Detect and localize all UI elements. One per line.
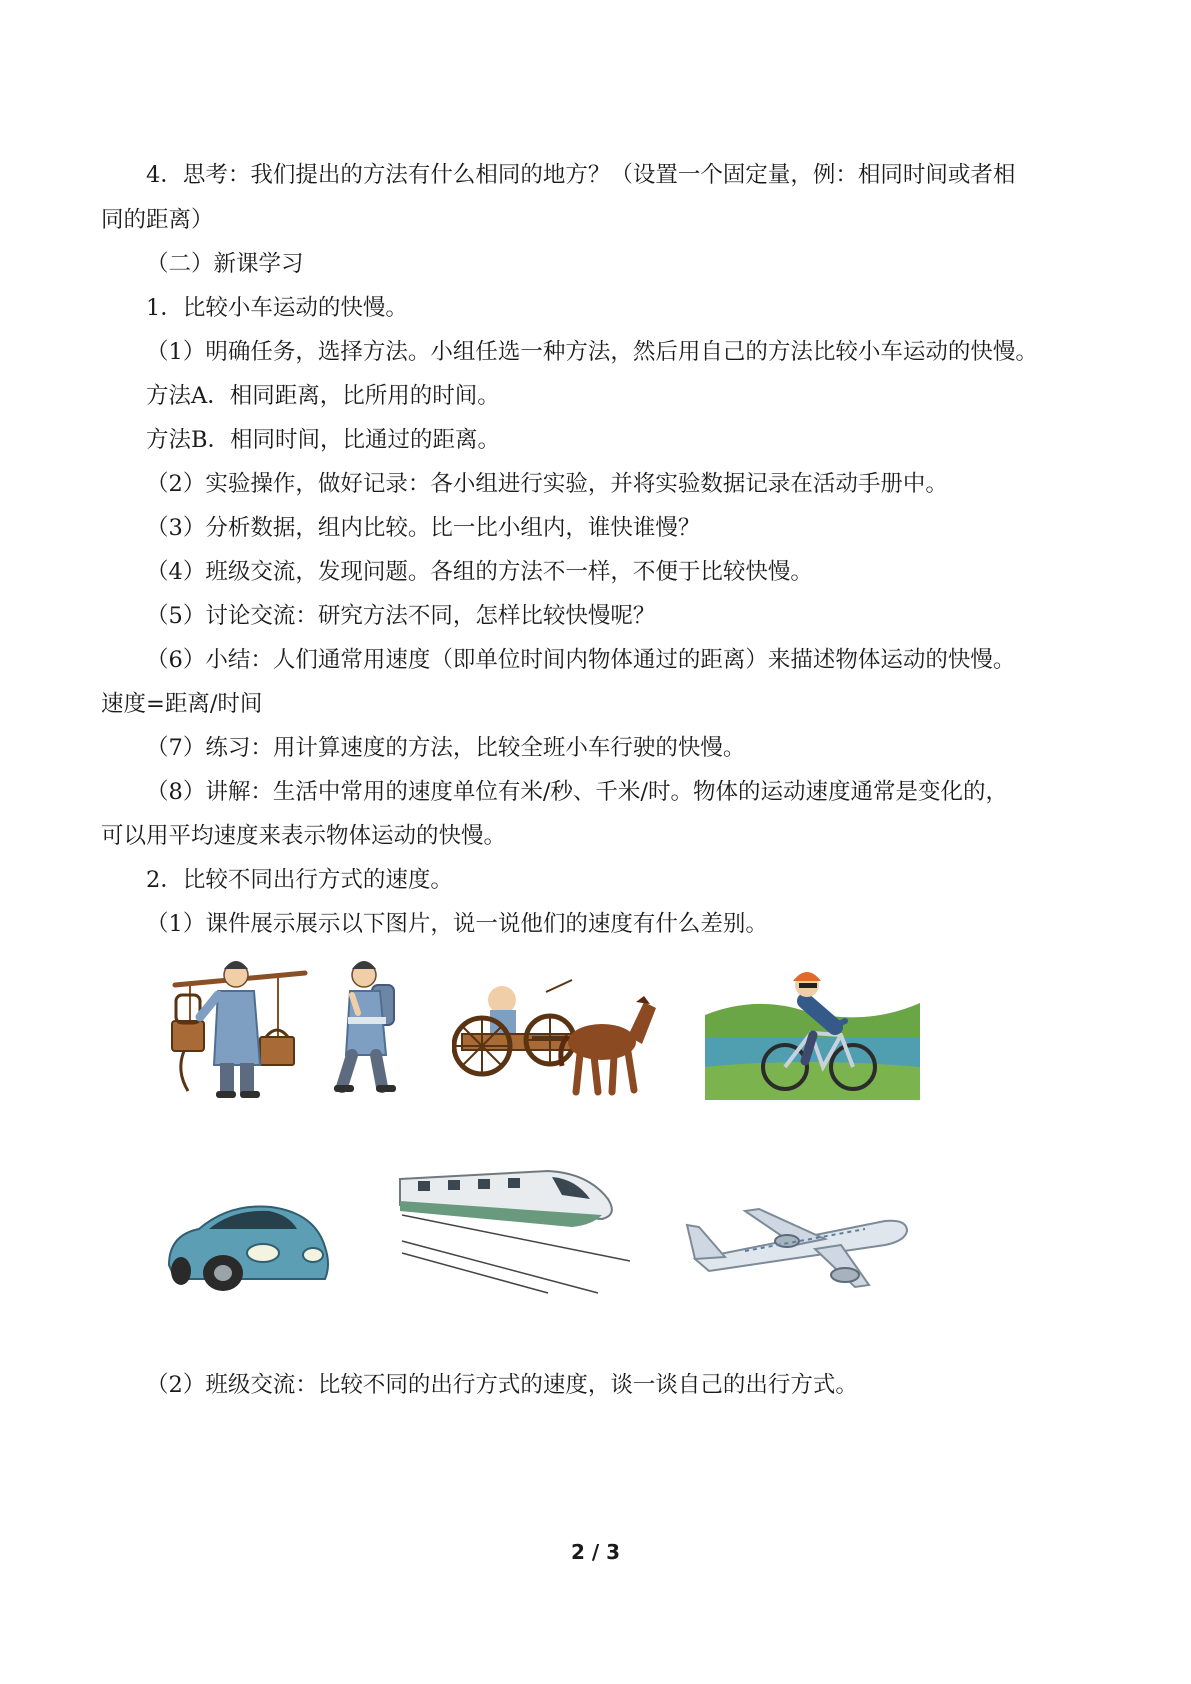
text-line-11: （5）讨论交流：研究方法不同，怎样比较快慢呢？ (146, 603, 656, 629)
method-b: 方法B．相同时间，比通过的距离。 (146, 427, 501, 453)
text-line-2: 同的距离） (101, 207, 214, 233)
walker-illustration (328, 955, 408, 1100)
text-line-5: （1）明确任务，选择方法。小组任选一种方法，然后用自己的方法比较小车运动的快慢。 (146, 339, 1038, 365)
page-number: 2 / 3 (570, 1540, 621, 1564)
text-line-15: （8）讲解：生活中常用的速度单位有米/秒、千米/时。物体的运动速度通常是变化的， (146, 779, 1008, 805)
text-line-19: （2）班级交流：比较不同的出行方式的速度，谈一谈自己的出行方式。 (146, 1372, 858, 1398)
text-line-14: （7）练习：用计算速度的方法，比较全班小车行驶的快慢。 (146, 735, 746, 761)
text-line-1: 4．思考：我们提出的方法有什么相同的地方？（设置一个固定量，例：相同时间或者相 (146, 162, 1016, 188)
train-illustration (398, 1165, 633, 1295)
text-line-10: （4）班级交流，发现问题。各组的方法不一样，不便于比较快慢。 (146, 559, 813, 585)
porter-illustration (170, 955, 310, 1100)
text-line-8: （2）实验操作，做好记录：各小组进行实验，并将实验数据记录在活动手册中。 (146, 471, 948, 497)
text-line-9: （3）分析数据，组内比较。比一比小组内，谁快谁慢？ (146, 515, 701, 541)
car-illustration (165, 1195, 330, 1295)
method-a: 方法A．相同距离，比所用的时间。 (146, 383, 500, 409)
text-line-4: 1．比较小车运动的快慢。 (146, 295, 408, 321)
section-heading-new-lesson: （二）新课学习 (146, 251, 304, 277)
cyclist-illustration (705, 955, 920, 1100)
text-line-17: 2．比较不同出行方式的速度。 (146, 867, 453, 893)
speed-formula: 速度=距离/时间 (101, 691, 263, 717)
text-line-18: （1）课件展示展示以下图片，说一说他们的速度有什么差别。 (146, 911, 768, 937)
airplane-illustration (685, 1205, 910, 1295)
text-line-12: （6）小结：人们通常用速度（即单位时间内物体通过的距离）来描述物体运动的快慢。 (146, 647, 1016, 673)
horse-cart-illustration (452, 950, 657, 1100)
text-line-16: 可以用平均速度来表示物体运动的快慢。 (101, 823, 507, 849)
